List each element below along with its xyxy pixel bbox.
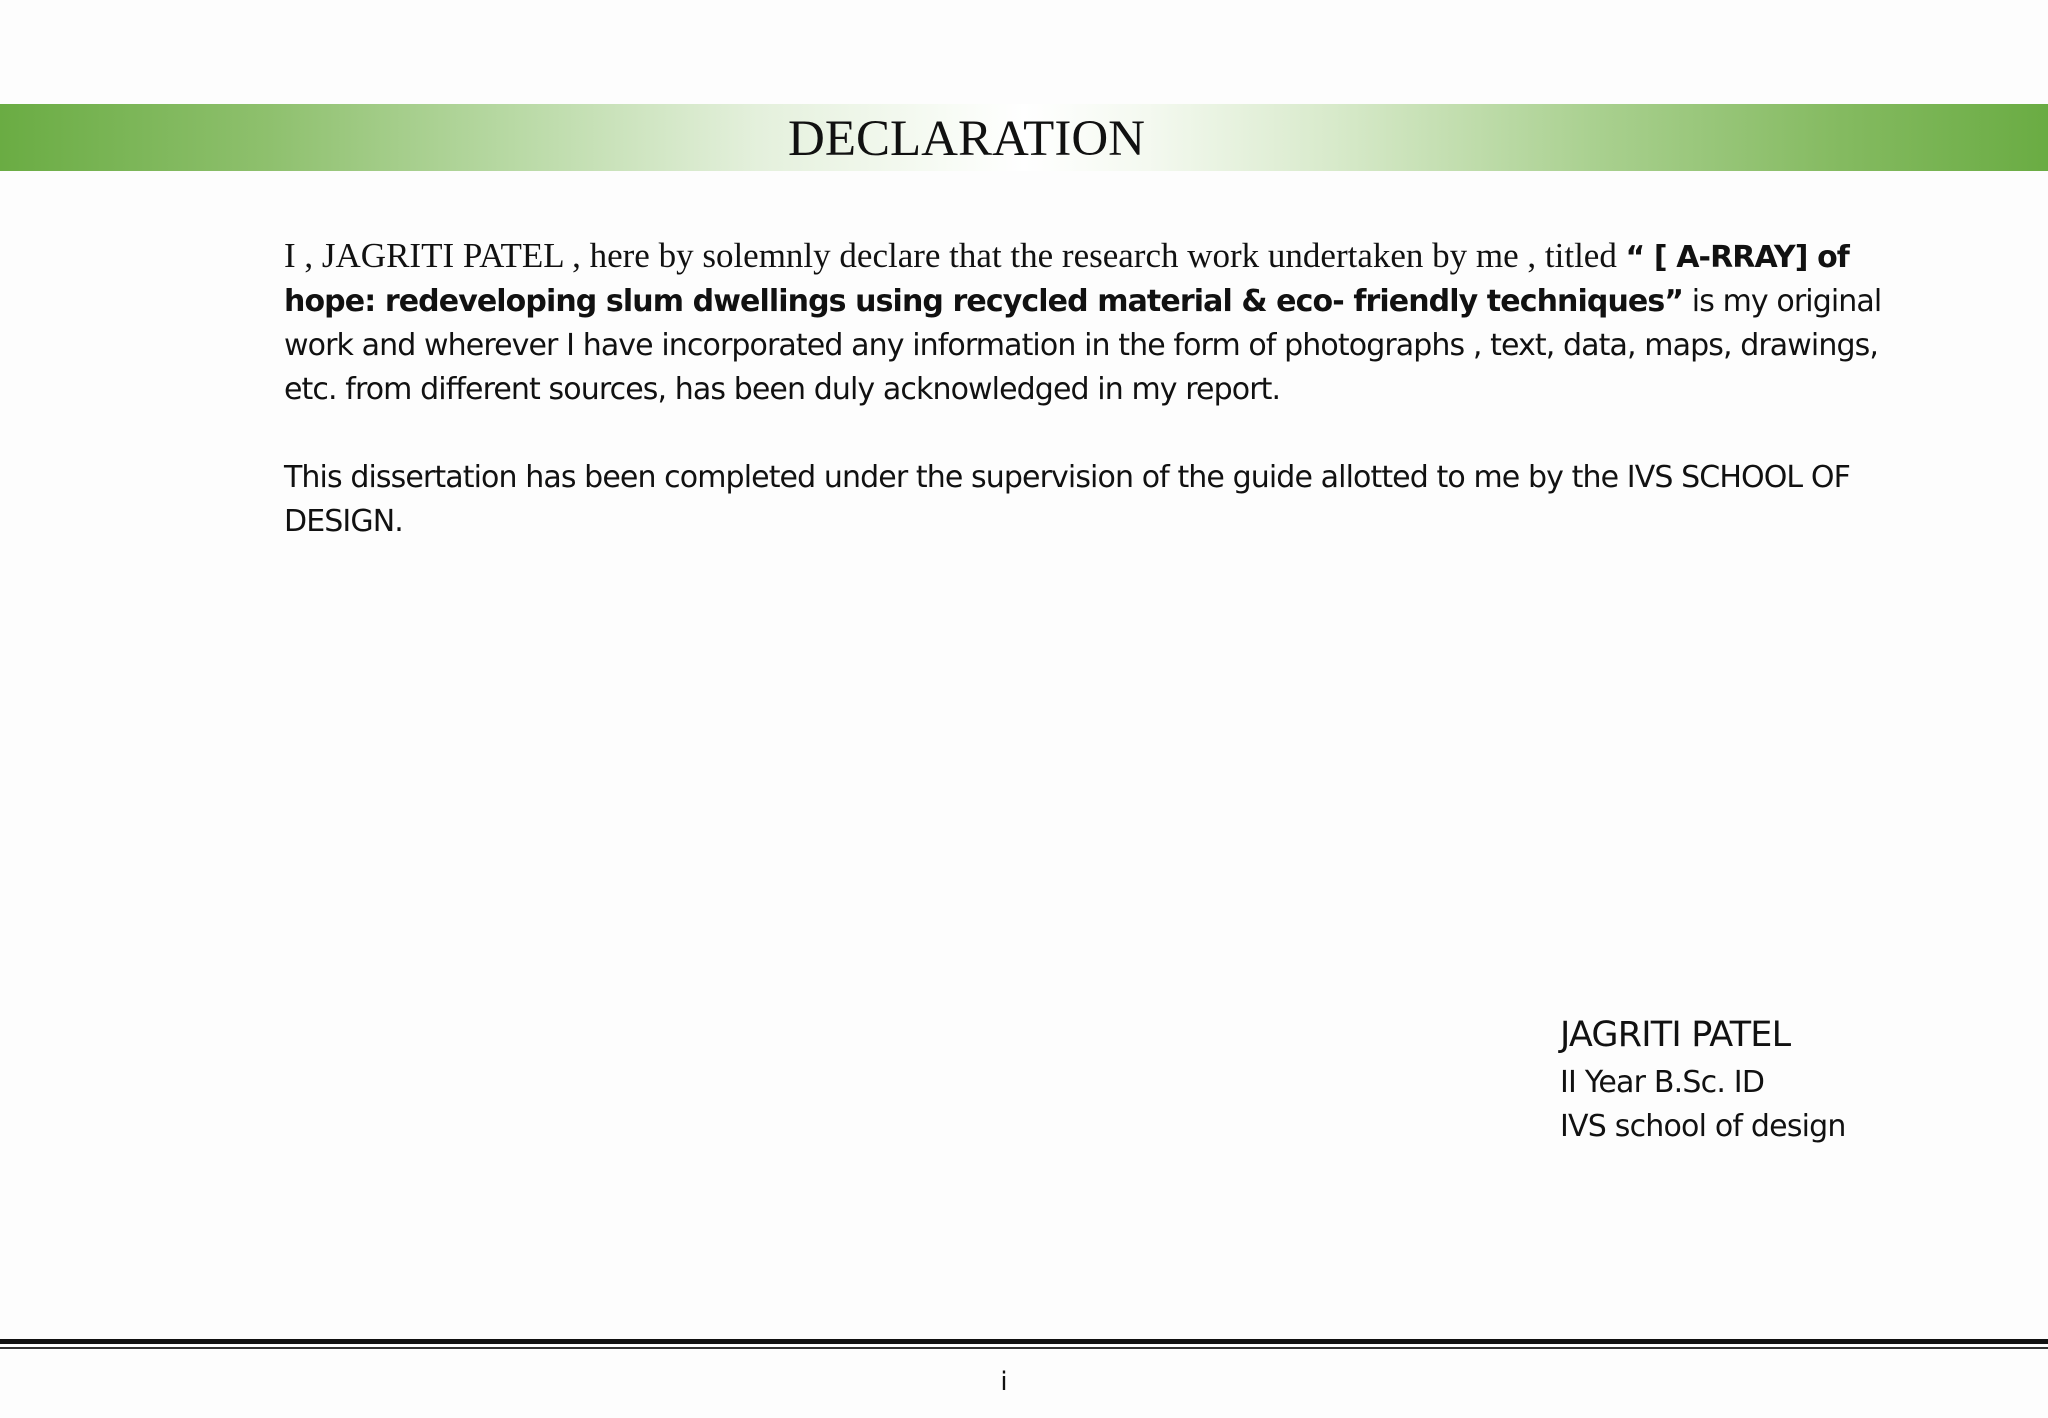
page-title: DECLARATION [788, 111, 1145, 167]
footer-rule-thick [0, 1339, 2048, 1344]
footer-rule-thin [0, 1347, 2048, 1349]
declaration-paragraph-2: This dissertation has been completed under the supervision of the guide allotted to me by the IVS SCHOOL OF DESIGN. [284, 460, 1850, 539]
signatory-institution: IVS school of design [1560, 1109, 1846, 1144]
signatory-name: JAGRITI PATEL [1560, 1015, 1791, 1055]
declaration-intro: I , JAGRITI PATEL , here by solemnly declare that the research work undertaken by me , titled [284, 236, 1617, 275]
signature-block [1560, 1009, 1846, 1149]
dissertation-title: “ [ A-RRAY] of hope: redeveloping slum dwellings using recycled material & eco- friendly techniques” [284, 240, 1849, 319]
declaration-rest: is my original work and wherever I have incorporated any information in the form of photographs , text, data, maps, drawings, etc. from different sources, has been duly acknowledged in my report. [284, 284, 1882, 407]
header-banner [0, 104, 2048, 171]
declaration-body [284, 234, 1904, 544]
signatory-year: II Year B.Sc. ID [1560, 1065, 1765, 1100]
declaration-paragraph-1 [284, 234, 1904, 412]
page-number: i [1000, 1367, 1008, 1397]
